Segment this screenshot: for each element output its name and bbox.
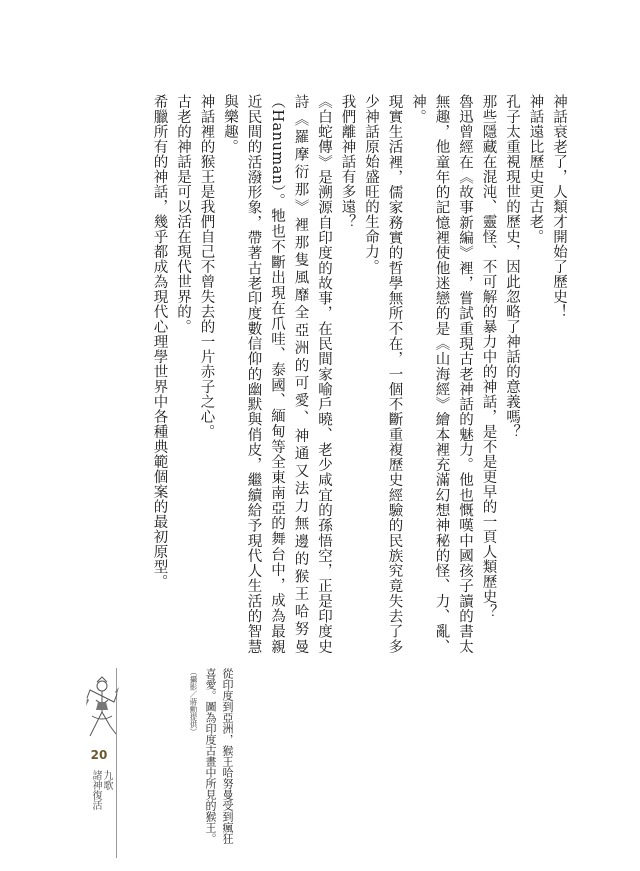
paragraph-8: 《白蛇傳》是溯源自印度的故事，在民間家喻戶曉、老少咸宜的孫悟空，正是印度史詩《羅摩衍那》裡那隻風靡全亞洲的可愛、神通又法力無邊的猴王哈努曼（Hanuman）。牠也不斷出現在爪哇、泰國、緬甸等全東南亞的舞台中，成為最親近民間的活潑形象，帶著古老印度數信仰的幽默與俏皮，繼續給予現代人生活的智慧與樂趣。: [222, 94, 332, 654]
paragraph-10: 古老的神話是可以活在現代世界的。: [175, 94, 191, 334]
page-number: 20: [90, 748, 108, 762]
paragraph-9: 神話裡的猴王是我們自己不曾失去的一片赤子之心。: [198, 94, 215, 439]
caption-text: 從印度到亞洲，猴王哈努曼受到瘋狂喜愛。圖為印度古畫中所見的猴王。: [204, 668, 234, 844]
paragraph-1: 神話衰老了，人類才開始了歷史！: [551, 94, 567, 319]
paragraph-4: 那些隱藏在混沌、靈怪、不可解的暴力中的神話，是不是更早的一頁人類歷史？: [480, 94, 497, 619]
paragraph-5: 魯迅曾經在《故事新編》裡，嘗試重現古老神話的魅力。他也慨嘆中國孩子讀的書太無趣，他童年的記憶裡使他迷戀的是《山海經》繪本裡充滿幻想神秘的怪、力、亂、神。: [410, 94, 473, 654]
paragraph-7: 我們離神話有多遠？: [339, 94, 356, 229]
main-text-column: [147, 94, 570, 654]
running-head-title: 諸神復活: [90, 770, 101, 810]
paragraph-11: 希臘所有的神話，幾乎都成為現代心理學世界中各種典範個案的最初原型。: [151, 94, 168, 589]
paragraph-3: 孔子太重視現世的歷史，因此忽略了神話的意義嗎？: [504, 94, 520, 439]
caption-credit: （攝影／蔣勳提供）: [189, 668, 198, 736]
running-head-series: 九歌: [101, 770, 112, 790]
paragraph-2: 神話遠比歷史更古老。: [527, 94, 544, 244]
running-head: [90, 770, 112, 810]
paragraph-6: 現實生活裡，儒家務實的哲學無所不在，一個不斷重複歷史經驗的民族究竟失去了多少神話原始盛旺的生命力。: [363, 94, 403, 654]
figure-caption: [185, 668, 236, 848]
monkey-king-illustration: [84, 676, 120, 740]
